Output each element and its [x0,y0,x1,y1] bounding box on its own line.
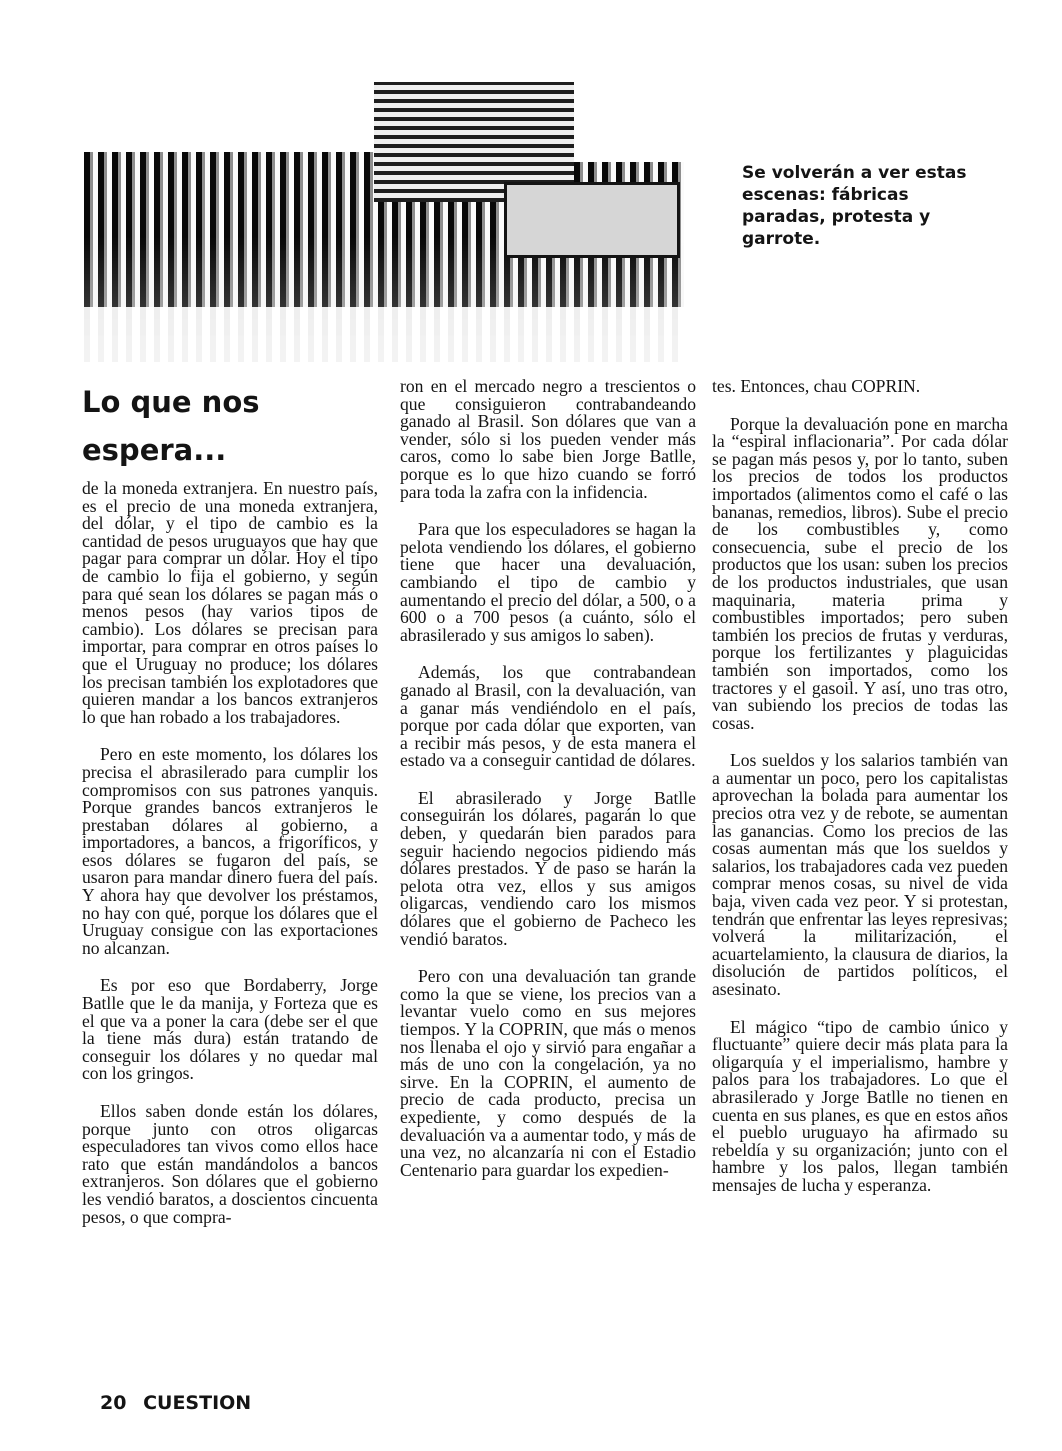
photo-truck [504,182,680,258]
article-title [82,378,372,474]
paragraph: Para que los especuladores se hagan la pelota vendiendo los dólares, el gobierno tiene que hacer una devaluación, cambiando el tipo de cambio y aumentando el precio del dólar, a 500, o a 600 o a 700 pesos (a cuánto, sólo el abrasilerado y sus amigos lo saben). [400,519,696,645]
article-column-3 [712,378,1008,1215]
article-column-1 [82,480,378,1246]
paragraph: Ellos saben donde están los dólares, porque junto con otros oligarcas especuladores tan vivos como ellos hace rato que están mandándolos a bancos extranjeros. Son dólares que el gobierno les vendió baratos, a doscientos cincuenta pesos, o que compra- [82,1101,378,1227]
article-column-2 [400,378,696,1199]
protest-photo [84,82,684,362]
paragraph: ron en el mercado negro a trescientos o que consiguieron contrabandeando ganado al Brasil. Son dólares que van a vender, sólo si los pueden vender más caros, como lo sabe bien Jorge Batlle, porque es lo que hizo cuando se forró para toda la zafra con la infidencia. [400,376,696,502]
publication-name: CUESTION [143,1392,252,1414]
paragraph: Pero en este momento, los dólares los precisa el abrasilerado para cumplir los compromisos con sus patrones yanquis. Porque grandes bancos extranjeros le prestaban dólares al gobierno, a importadores, a bancos, a frigoríficos, y esos dólares se fugaron del país, se usaron para mandar dinero fuera del país. Y ahora hay que devolver los préstamos, no hay con qué, porque los dólares que el Uruguay consigue con las exportaciones no alcanzan. [82,744,378,958]
paragraph: El abrasilerado y Jorge Batlle conseguirán los dólares, pagarán lo que deben, y quedarán bien parados para seguir haciendo negocios pidiendo más dólares prestados. Y de paso se harán la pelota otra vez, ellos y sus amigos oligarcas, vendiendo caro los mismos dólares que el gobierno de Pacheco les vendió baratos. [400,787,696,949]
paragraph: Pero con una devaluación tan grande como la que se viene, los precios van a levantar vuelo como en sus mejores tiempos. Y la COPRIN, que más o menos nos llenaba el ojo y sirvió para engañar a más de uno con la congelación, ya no sirve. En la COPRIN, el aumento de precio de cada producto, precisa un expediente, y como después de la devaluación va a aumentar todo, y más de una vez, no alcanzaría ni con el Estadio Centenario para guardar los expedien- [400,966,696,1180]
article-title-line-2: espera... [82,433,227,467]
photo-sky [84,82,374,152]
photo-ground [84,307,684,362]
photo-caption: Se volverán a ver estas escenas: fábricas paradas, protesta y garrote. [742,163,967,249]
page-footer [100,1392,251,1414]
article-title-line-1: Lo que nos [82,385,260,419]
paragraph: Los sueldos y los salarios también van a aumentar un poco, pero los capitalistas aprovechan la bolada para aumentar los precios otra vez y de rebote, se aumentan las ganancias. Como los precios de las cosas aumentan más que los sueldos y salarios, los trabajadores cada vez pueden comprar menos cosas, su nivel de vida baja, viven cada vez peor. Y si protestan, tendrán que enfrentar las leyes represivas; volverá la militarización, el acuartelamiento, la clausura de diarios, la disolución de partidos políticos, el asesinato. [712,750,1008,999]
paragraph: Además, los que contrabandean ganado al Brasil, con la devaluación, van a ganar más vendiéndolo en el país, porque por cada dólar que exporten, van a recibir más pesos, y de esta manera el estado va a conseguir cantidad de dólares. [400,662,696,771]
paragraph: Porque la devaluación pone en marcha la “espiral inflacionaria”. Por cada dólar se pagan más pesos y, por lo tanto, suben los precios de todos los productos importados (alimentos como el café o las bananas, remedios, libros). Sube el precio de los combustibles y, como consecuencia, sube el precio de los productos que los usan: suben los precios de los productos industriales, que usan maquinaria, materia prima y combustibles importados; pero suben también los precios de frutas y verduras, porque los fertilizantes y plaguicidas también son importados, como los tractores y el gasoil. Y así, uno tras otro, van subiendo los precios de todas las cosas. [712,413,1008,733]
paragraph: Es por eso que Bordaberry, Jorge Batlle que le da manija, y Forteza que es el que va a poner la cara (debe ser el que la tiene más dura) están tratando de conseguir los dólares y no quedar mal con los gringos. [82,975,378,1084]
photo-sky-right [574,82,684,162]
page-number: 20 [100,1392,127,1414]
paragraph: El mágico “tipo de cambio único y fluctuante” quiere decir más plata para la oligarquía y el imperialismo, hambre y palos para los trabajadores. Lo que el abrasilerado y Jorge Batlle no tienen en cuenta en sus planes, es que en estos años el pueblo uruguayo ha afirmado su rebeldía y su organización; junto con el hambre y los palos, llegan también mensajes de lucha y esperanza. [712,1016,1008,1195]
paragraph: tes. Entonces, chau COPRIN. [712,376,921,396]
paragraph: de la moneda extranjera. En nuestro país, es el precio de una moneda extranjera, del dólar, y el tipo de cambio es la cantidad de pesos uruguayos que hay que pagar para comprar un dólar. Hoy el tipo de cambio lo fija el gobierno, y según para qué sean los dólares se pagan más o menos pesos (hay varios tipos de cambio). Los dólares se precisan para importar, para comprar en otros países lo que el Uruguay no produce; los dólares los precisan también los explotadores que quieren mandar a los bancos extranjeros lo que han robado a los trabajadores. [82,478,378,727]
